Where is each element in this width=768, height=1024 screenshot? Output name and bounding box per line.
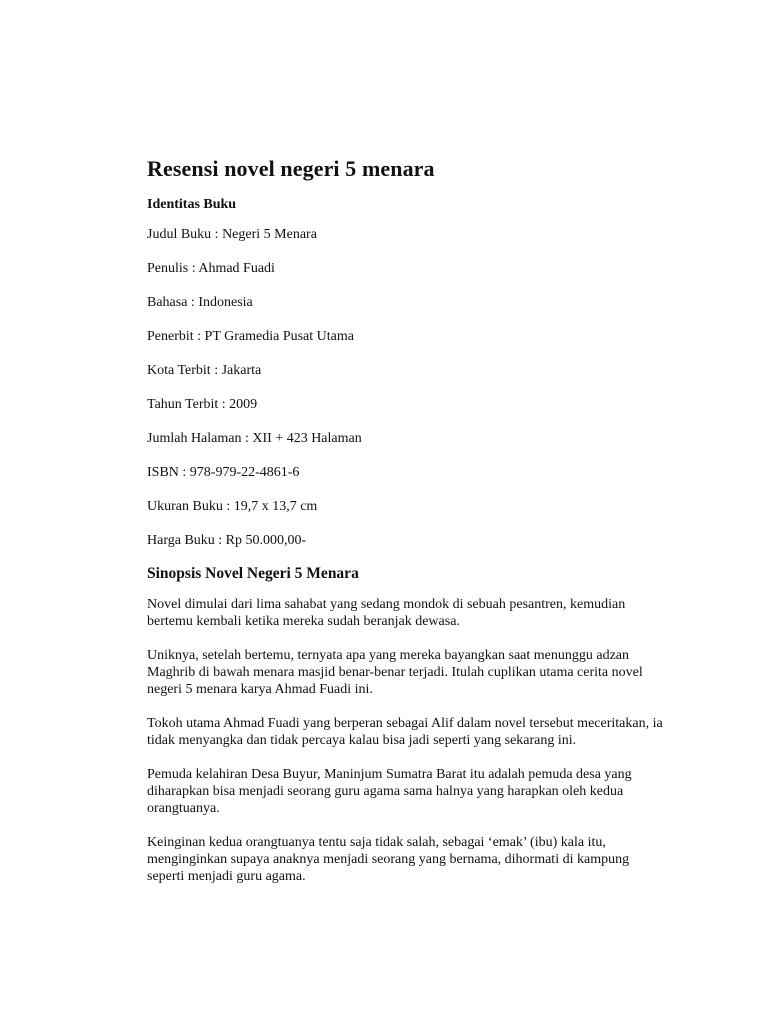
- identity-price: Harga Buku : Rp 50.000,00-: [147, 533, 307, 548]
- identity-heading: Identitas Buku: [147, 197, 237, 212]
- synopsis-body: [147, 596, 672, 885]
- synopsis-paragraph: Novel dimulai dari lima sahabat yang sedang mondok di sebuah pesantren, kemudian bertemu kembali ketika mereka sudah beranjak dewasa.: [147, 597, 626, 629]
- synopsis-paragraph: Pemuda kelahiran Desa Buyur, Maninjum Sumatra Barat itu adalah pemuda desa yang diharapkan bisa menjadi seorang guru agama sama halnya yang harapkan oleh kedua orangtuanya.: [147, 767, 632, 816]
- identity-publisher: Penerbit : PT Gramedia Pusat Utama: [147, 329, 354, 344]
- identity-year: Tahun Terbit : 2009: [147, 397, 258, 412]
- synopsis-paragraph: Tokoh utama Ahmad Fuadi yang berperan sebagai Alif dalam novel tersebut meceritakan, ia tidak menyangka dan tidak percaya kalau bisa jadi seperti yang sekarang ini.: [147, 716, 663, 748]
- synopsis-heading: Sinopsis Novel Negeri 5 Menara: [147, 565, 359, 582]
- identity-isbn: ISBN : 978-979-22-4861-6: [147, 465, 300, 480]
- identity-size: Ukuran Buku : 19,7 x 13,7 cm: [147, 499, 318, 514]
- identity-language: Bahasa : Indonesia: [147, 295, 253, 310]
- identity-list: [147, 226, 672, 550]
- page-title: Resensi novel negeri 5 menara: [147, 156, 435, 181]
- identity-pages: Jumlah Halaman : XII + 423 Halaman: [147, 431, 362, 446]
- synopsis-paragraph: Uniknya, setelah bertemu, ternyata apa yang mereka bayangkan saat menunggu adzan Maghrib di bawah menara masjid benar-benar terjadi. Itulah cuplikan utama cerita novel negeri 5 menara karya Ahmad Fuadi ini.: [147, 648, 643, 697]
- identity-title: Judul Buku : Negeri 5 Menara: [147, 227, 317, 242]
- synopsis-paragraph: Keinginan kedua orangtuanya tentu saja tidak salah, sebagai ‘emak’ (ibu) kala itu, menginginkan supaya anaknya menjadi seorang yang bernama, dihormati di kampung seperti menjadi guru agama.: [147, 835, 630, 884]
- document-body: [147, 156, 672, 885]
- identity-city: Kota Terbit : Jakarta: [147, 363, 262, 378]
- identity-author: Penulis : Ahmad Fuadi: [147, 261, 275, 276]
